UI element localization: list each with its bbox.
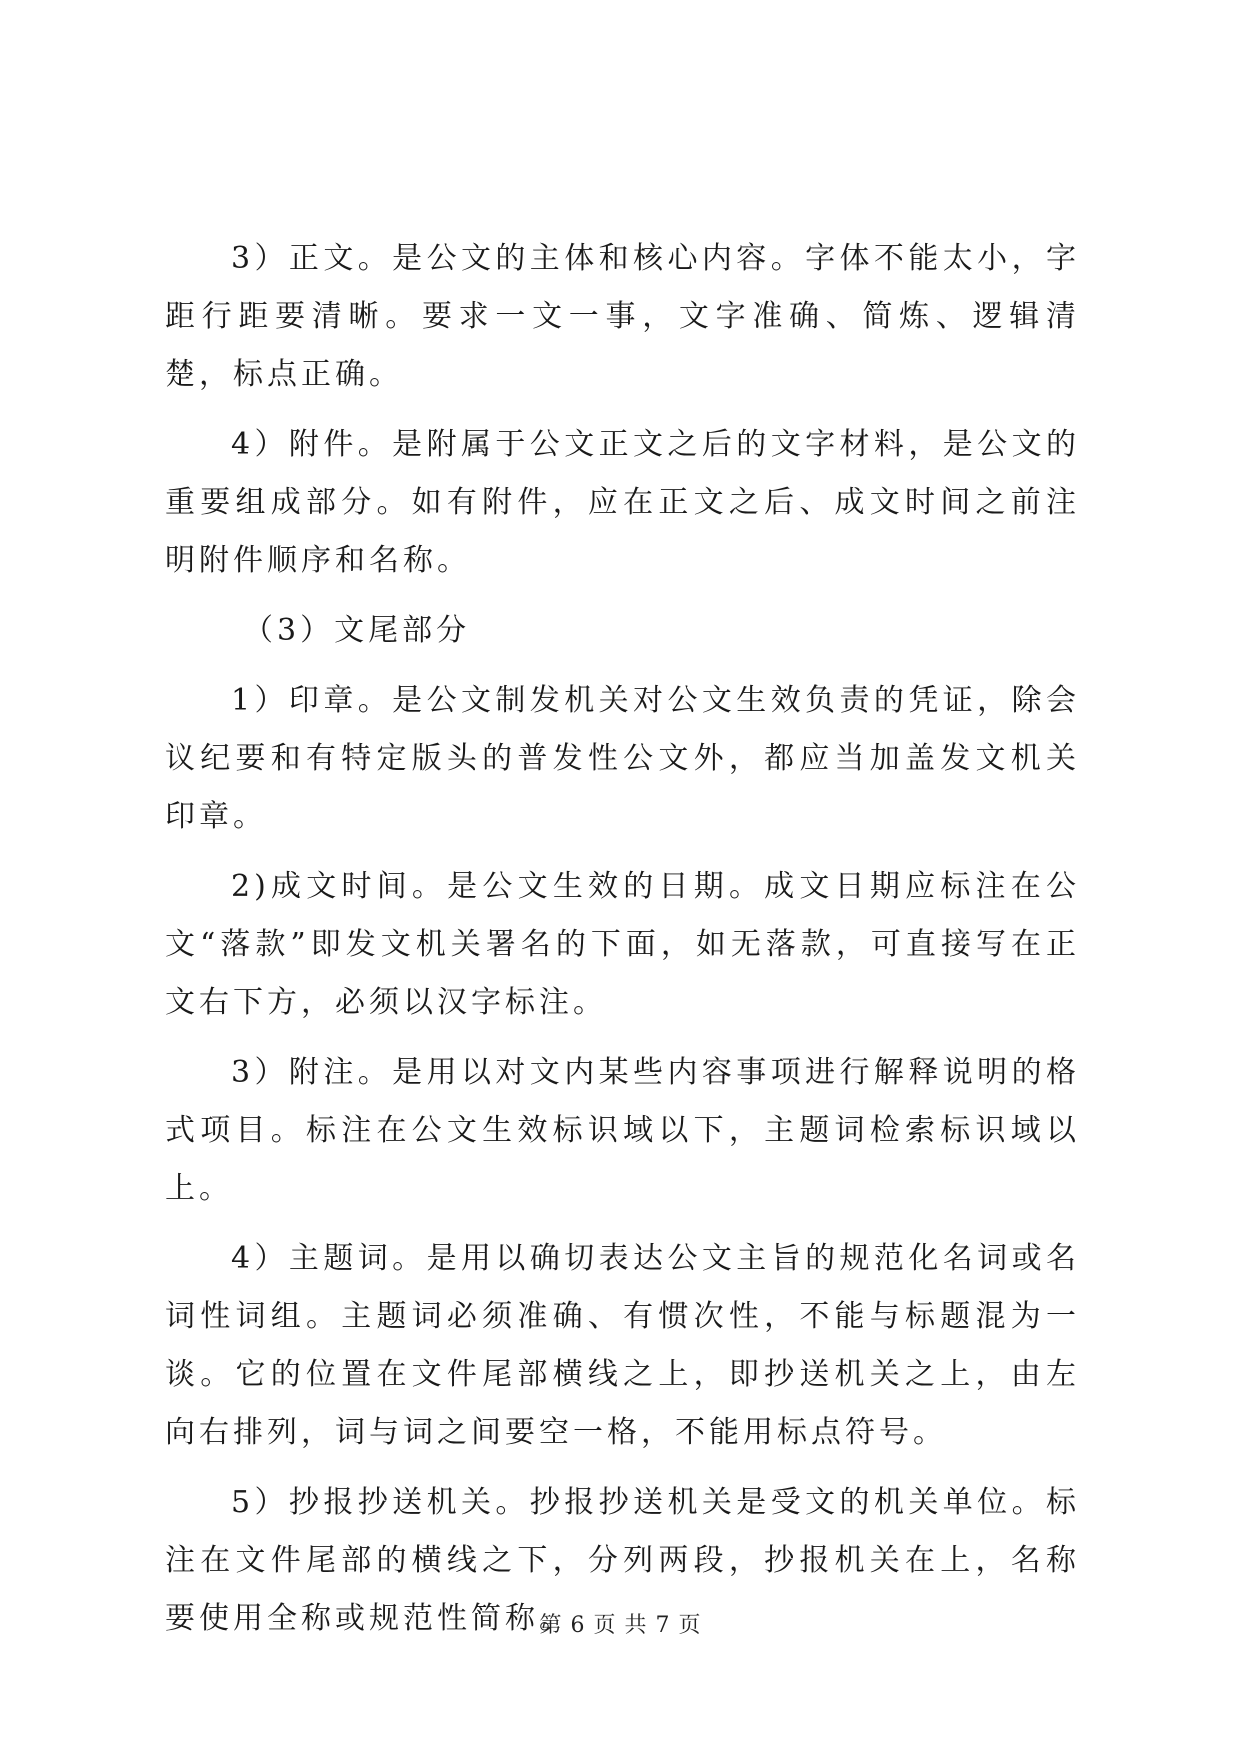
paragraph-keywords: 4）主题词。是用以确切表达公文主旨的规范化名词或名词性词组。主题词必须准确、有惯次性，不能与标题混为一谈。它的位置在文件尾部横线之上，即抄送机关之上，由左向右排列，词与词之间要空一格，不能用标点符号。 xyxy=(165,1241,1080,1450)
paragraph-note: 3）附注。是用以对文内某些内容事项进行解释说明的格式项目。标注在公文生效标识域以下，主题词检索标识域以上。 xyxy=(165,1055,1080,1206)
paragraph-cc: 5）抄报抄送机关。抄报抄送机关是受文的机关单位。标注在文件尾部的横线之下，分列两段，抄报机关在上，名称要使用全称或规范性简称。 xyxy=(165,1485,1080,1636)
paragraph-date: 2)成文时间。是公文生效的日期。成文日期应标注在公文“落款”即发文机关署名的下面，如无落款，可直接写在正文右下方，必须以汉字标注。 xyxy=(165,869,1080,1020)
paragraph-seal: 1）印章。是公文制发机关对公文生效负责的凭证，除会议纪要和有特定版头的普发性公文外，都应当加盖发文机关印章。 xyxy=(165,683,1080,834)
page-number: 第 6 页 共 7 页 xyxy=(539,1613,702,1638)
paragraph-attachment: 4）附件。是附属于公文正文之后的文字材料，是公文的重要组成部分。如有附件，应在正文之后、成文时间之前注明附件顺序和名称。 xyxy=(165,427,1080,578)
paragraph-main-text: 3）正文。是公文的主体和核心内容。字体不能太小，字距行距要清晰。要求一文一事，文字准确、简炼、逻辑清楚，标点正确。 xyxy=(165,241,1080,392)
document-body xyxy=(165,230,1080,1648)
section-heading-ending: （3）文尾部分 xyxy=(243,613,471,648)
